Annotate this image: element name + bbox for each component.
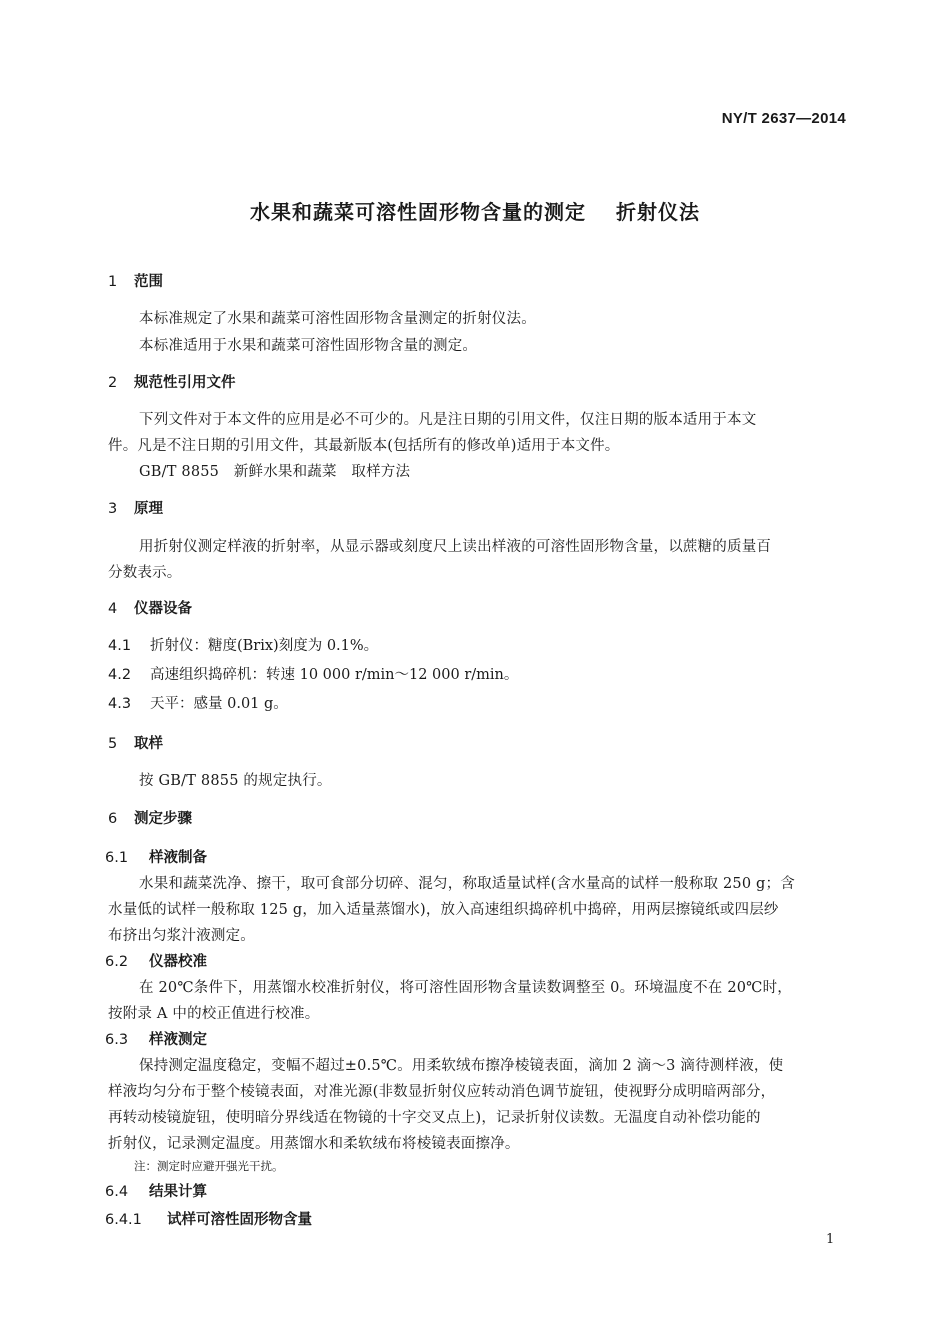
paragraph-line: 保持测定温度稳定，变幅不超过±0.5℃。用柔软绒布擦净棱镜表面，滴加 2 滴～3 滴待测样液，使 — [139, 1058, 784, 1074]
paragraph-line: 布挤出匀浆汁液测定。 — [108, 928, 255, 944]
subsection-title: 样液制备 — [149, 850, 207, 866]
section-title: 测定步骤 — [134, 811, 192, 827]
subsection-6-4-1-heading — [105, 1208, 312, 1229]
section-title: 仪器设备 — [134, 601, 192, 617]
title-method: 折射仪法 — [616, 200, 700, 224]
standard-code: NY/T 2637—2014 — [721, 110, 846, 127]
section-6-heading — [108, 807, 192, 828]
section-number: 5 — [108, 736, 118, 752]
page-title — [0, 196, 950, 225]
subsection-title: 结果计算 — [149, 1184, 207, 1200]
item-number: 4.2 — [108, 667, 132, 683]
section-1-heading — [108, 270, 163, 291]
section-3-heading — [108, 497, 163, 518]
subsection-number: 6.3 — [105, 1032, 129, 1048]
item-number: 4.1 — [108, 638, 132, 654]
list-item — [108, 634, 378, 655]
item-text: 天平：感量 0.01 g。 — [150, 696, 288, 712]
paragraph-line: 再转动棱镜旋钮，使明暗分界线适在物镜的十字交叉点上)，记录折射仪读数。无温度自动补偿功能的 — [108, 1110, 761, 1126]
paragraph-line: 用折射仪测定样液的折射率，从显示器或刻度尺上读出样液的可溶性固形物含量，以蔗糖的质量百 — [139, 539, 772, 555]
section-number: 4 — [108, 601, 118, 617]
subsection-6-2-heading — [105, 950, 207, 971]
section-title: 取样 — [134, 736, 163, 752]
subsection-6-1-heading — [105, 846, 207, 867]
paragraph-line: 本标准适用于水果和蔬菜可溶性固形物含量的测定。 — [139, 338, 478, 354]
paragraph-line: 件。凡是不注日期的引用文件，其最新版本(包括所有的修改单)适用于本文件。 — [108, 438, 620, 454]
section-title: 原理 — [134, 501, 163, 517]
item-text: 折射仪：糖度(Brix)刻度为 0.1%。 — [150, 638, 379, 654]
section-2-heading — [108, 371, 236, 392]
item-number: 4.3 — [108, 696, 132, 712]
subsection-title: 仪器校准 — [149, 954, 207, 970]
list-item — [108, 663, 518, 684]
subsection-6-3-heading — [105, 1028, 207, 1049]
subsection-6-4-heading — [105, 1180, 207, 1201]
list-item — [108, 692, 288, 713]
section-title: 规范性引用文件 — [134, 375, 236, 391]
section-number: 2 — [108, 375, 118, 391]
item-text: 高速组织捣碎机：转速 10 000 r/min～12 000 r/min。 — [150, 667, 519, 683]
subsection-number: 6.4 — [105, 1184, 129, 1200]
paragraph-line: 本标准规定了水果和蔬菜可溶性固形物含量测定的折射仪法。 — [139, 311, 536, 327]
subsection-title: 试样可溶性固形物含量 — [167, 1212, 312, 1228]
title-main: 水果和蔬菜可溶性固形物含量的测定 — [250, 200, 586, 224]
paragraph-line: 在 20℃条件下，用蒸馏水校准折射仪，将可溶性固形物含量读数调整至 0。环境温度不在 20℃时， — [139, 980, 792, 996]
page-number: 1 — [826, 1232, 835, 1247]
section-number: 3 — [108, 501, 118, 517]
section-4-heading — [108, 597, 192, 618]
paragraph-line: 按 GB/T 8855 的规定执行。 — [139, 773, 332, 789]
paragraph-line: 水果和蔬菜洗净、擦干，取可食部分切碎、混匀，称取适量试样(含水量高的试样一般称取 250 g；含 — [139, 876, 795, 892]
paragraph-line: 样液均匀分布于整个棱镜表面，对准光源(非数显折射仪应转动消色调节旋钮，使视野分成明暗两部分， — [108, 1084, 776, 1100]
section-number: 6 — [108, 811, 118, 827]
section-number: 1 — [108, 274, 118, 290]
note: 注：测定时应避开强光干扰。 — [134, 1159, 284, 1173]
section-5-heading — [108, 732, 163, 753]
paragraph-line: 下列文件对于本文件的应用是必不可少的。凡是注日期的引用文件，仅注日期的版本适用于本文 — [139, 412, 757, 428]
subsection-number: 6.1 — [105, 850, 129, 866]
subsection-number: 6.4.1 — [105, 1212, 142, 1228]
paragraph-line: 折射仪，记录测定温度。用蒸馏水和柔软绒布将棱镜表面擦净。 — [108, 1136, 520, 1152]
reference-line: GB/T 8855 新鲜水果和蔬菜 取样方法 — [139, 464, 411, 480]
paragraph-line: 水量低的试样一般称取 125 g，加入适量蒸馏水)，放入高速组织捣碎机中捣碎，用两层擦镜纸或四层纱 — [108, 902, 779, 918]
section-title: 范围 — [134, 274, 163, 290]
subsection-title: 样液测定 — [149, 1032, 207, 1048]
paragraph-line: 按附录 A 中的校正值进行校准。 — [108, 1006, 320, 1022]
subsection-number: 6.2 — [105, 954, 129, 970]
paragraph-line: 分数表示。 — [108, 565, 182, 581]
